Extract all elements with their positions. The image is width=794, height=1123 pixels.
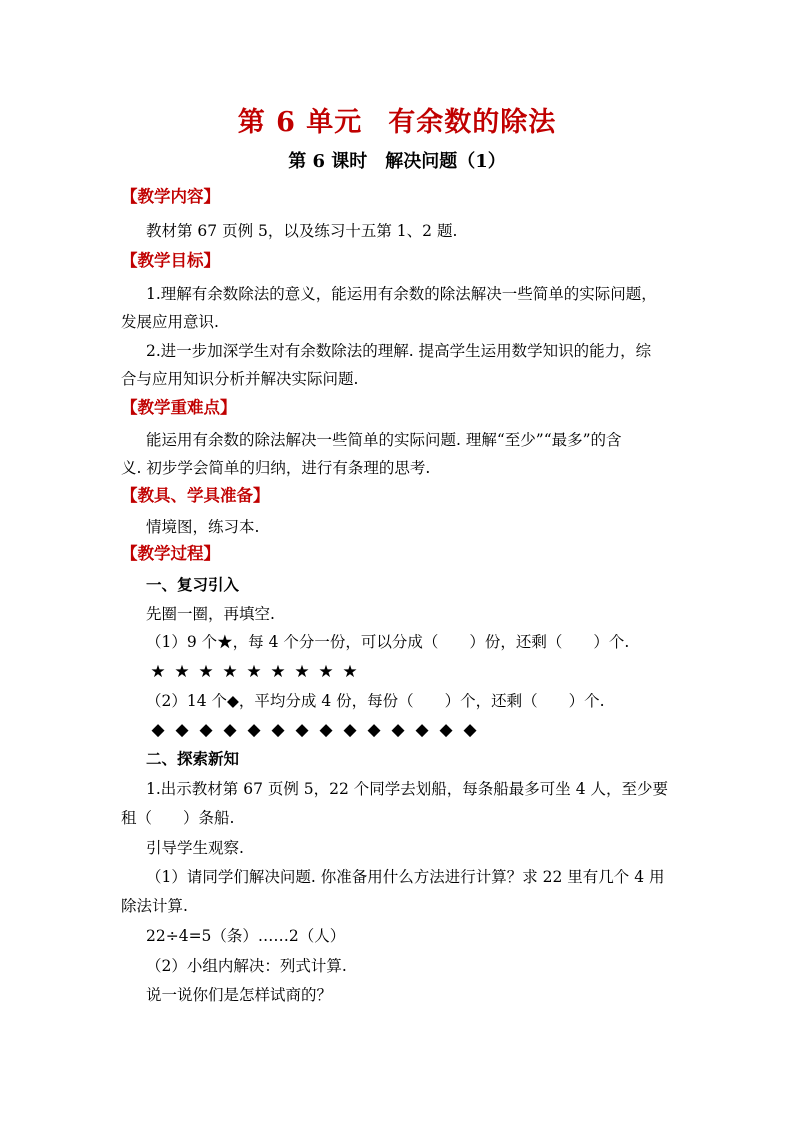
diamond-icon: ◆ — [199, 720, 213, 740]
diamond-icon: ◆ — [175, 720, 189, 740]
star-icon: ★ — [318, 662, 334, 682]
diamond-icon: ◆ — [223, 720, 237, 740]
example1-line2: 租（ ）条船. — [121, 809, 235, 827]
equation: 22÷4=5（条）……2（人） — [146, 927, 346, 945]
star-icon: ★ — [294, 662, 310, 682]
lesson-subtitle — [0, 147, 794, 173]
unit-title — [0, 100, 794, 139]
diamond-icon: ◆ — [439, 720, 453, 740]
step2-text: （2）小组内解决：列式计算. — [146, 957, 347, 975]
goal1-line1: 1.理解有余数除法的意义，能运用有余数的除法解决一些简单的实际问题， — [146, 285, 657, 303]
diamond-icon: ◆ — [343, 720, 357, 740]
keypoints-line2: 义. 初步学会简单的归纳，进行有条理的思考. — [121, 459, 431, 477]
part1-intro: 先圈一圈，再填空. — [146, 605, 275, 623]
diamond-icon: ◆ — [463, 720, 477, 740]
part1-title: 一、复习引入 — [146, 575, 240, 594]
star-row — [150, 662, 358, 682]
star-icon: ★ — [198, 662, 214, 682]
diamond-icon: ◆ — [151, 720, 165, 740]
lesson-topic: 解决问题（1） — [385, 151, 506, 172]
diamond-icon: ◆ — [415, 720, 429, 740]
diamond-icon: ◆ — [295, 720, 309, 740]
question-2: （2）14 个◆，平均分成 4 份，每份（ ）个，还剩（ ）个. — [146, 692, 605, 710]
discuss-text: 说一说你们是怎样试商的？ — [146, 986, 333, 1004]
keypoints-line1: 能运用有余数的除法解决一些简单的实际问题. 理解“至少”“最多”的含 — [146, 431, 622, 449]
diamond-icon: ◆ — [319, 720, 333, 740]
example1-line1: 1.出示教材第 67 页例 5，22 个同学去划船，每条船最多可坐 4 人，至少要 — [146, 780, 669, 798]
diamond-row — [150, 720, 478, 740]
star-icon: ★ — [150, 662, 166, 682]
diamond-icon: ◆ — [271, 720, 285, 740]
materials-heading: 【教具、学具准备】 — [121, 486, 270, 505]
diamond-icon: ◆ — [247, 720, 261, 740]
diamond-icon: ◆ — [367, 720, 381, 740]
diamond-icon: ◆ — [391, 720, 405, 740]
goals-heading: 【教学目标】 — [121, 251, 220, 270]
part2-title: 二、探索新知 — [146, 749, 240, 768]
star-icon: ★ — [222, 662, 238, 682]
goal2-line2: 合与应用知识分析并解决实际问题. — [121, 370, 359, 388]
star-icon: ★ — [342, 662, 358, 682]
content-text: 教材第 67 页例 5，以及练习十五第 1、2 题. — [146, 222, 458, 240]
unit-number: 第 6 单元 — [237, 107, 363, 138]
question-1: （1）9 个★，每 4 个分一份，可以分成（ ）份，还剩（ ）个. — [146, 633, 630, 651]
goal2-line1: 2.进一步加深学生对有余数除法的理解. 提高学生运用数学知识的能力，综 — [146, 342, 652, 360]
star-icon: ★ — [270, 662, 286, 682]
keypoints-heading: 【教学重难点】 — [121, 398, 237, 417]
star-icon: ★ — [246, 662, 262, 682]
star-icon: ★ — [174, 662, 190, 682]
materials-text: 情境图，练习本. — [146, 518, 260, 536]
guide-text: 引导学生观察. — [146, 839, 244, 857]
lesson-number: 第 6 课时 — [288, 151, 368, 172]
process-heading: 【教学过程】 — [121, 544, 220, 563]
step1-line1: （1）请同学们解决问题. 你准备用什么方法进行计算？求 22 里有几个 4 用 — [146, 868, 665, 886]
goal1-line2: 发展应用意识. — [121, 313, 219, 331]
step1-line2: 除法计算. — [121, 897, 188, 915]
content-heading: 【教学内容】 — [121, 187, 220, 206]
unit-name: 有余数的除法 — [388, 107, 557, 138]
